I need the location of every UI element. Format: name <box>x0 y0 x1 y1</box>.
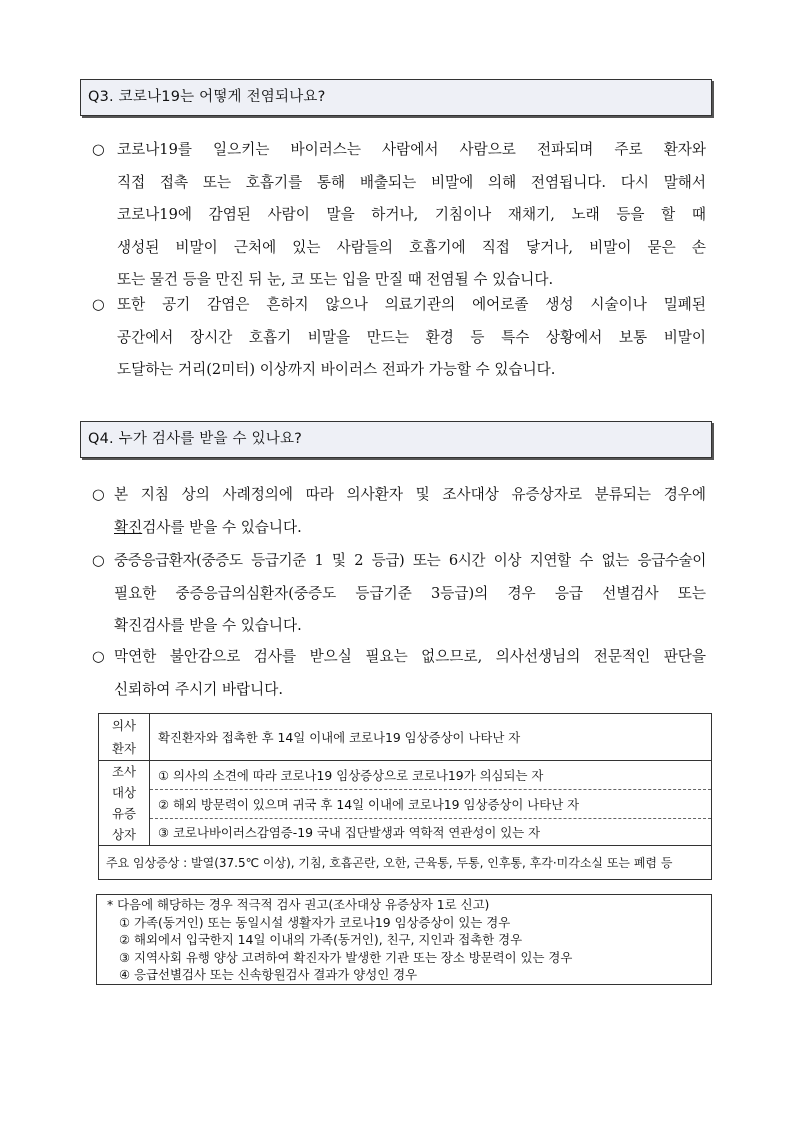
main-symptoms: 주요 임상증상 : 발열(37.5℃ 이상), 기침, 호흡곤란, 오한, 근육통, 두통, 인후통, 후각·미각소실 또는 폐렴 등 <box>99 846 712 880</box>
bullet-circle: ○ <box>92 141 105 158</box>
text-line: 생성된 비말이 근처에 있는 사람들의 호흡기에 직접 닿거나, 비말이 묻은 손 <box>117 238 706 256</box>
note-item: ④ 응급선별검사 또는 신속항원검사 결과가 양성인 경우 <box>119 967 418 982</box>
suspect-patient-label <box>99 714 150 761</box>
bullet-circle: ○ <box>92 486 105 503</box>
text-line: 중증응급환자(중증도 등급기준 1 및 2 등급) 또는 6시간 이상 지연할 수 없는 응급수술이 <box>114 552 706 569</box>
q4-answer-3 <box>92 641 706 706</box>
q4-heading: Q4. 누가 검사를 받을 수 있나요? <box>80 421 712 458</box>
q3-answer-1 <box>92 134 706 297</box>
label-part: 유증 <box>112 806 136 821</box>
bullet-circle: ○ <box>92 552 105 569</box>
testing-recommendation-box <box>96 894 712 985</box>
text-line: 막연한 불안감으로 검사를 받으실 필요는 없으므로, 의사선생님의 전문적인 판단을 <box>114 648 706 665</box>
label-part: 환자 <box>112 741 136 756</box>
table-row <box>99 761 712 790</box>
note-header: * 다음에 해당하는 경우 적극적 검사 권고(조사대상 유증상자 1로 신고) <box>107 897 490 912</box>
text-line: 확진검사를 받을 수 있습니다. <box>114 617 302 635</box>
investigation-subject-label <box>99 761 150 846</box>
underlined-term: 확진 <box>114 518 143 536</box>
text-line: 코로나19에 감염된 사람이 말을 하거나, 기침이나 재채기, 노래 등을 할 때 <box>117 206 706 224</box>
text-fragment: 검사를 받을 수 있습니다. <box>142 518 302 536</box>
investigation-criterion: ② 해외 방문력이 있으며 귀국 후 14일 이내에 코로나19 임상증상이 나타난 자 <box>150 790 712 818</box>
text-line: 공간에서 장시간 호흡기 비말을 만드는 환경 등 특수 상황에서 보통 비말이 <box>117 328 706 346</box>
text-line: 또는 물건 등을 만진 뒤 눈, 코 또는 입을 만질 때 전염될 수 있습니다. <box>117 271 554 289</box>
bullet-circle: ○ <box>92 648 105 665</box>
table-row <box>99 846 712 880</box>
bullet-circle: ○ <box>92 296 105 313</box>
investigation-criterion: ③ 코로나바이러스감염증-19 국내 집단발생과 역학적 연관성이 있는 자 <box>150 818 712 845</box>
case-definition-table <box>98 713 712 880</box>
q3-answer-2 <box>92 289 706 387</box>
label-part: 의사 <box>112 718 136 733</box>
note-item: ① 가족(동거인) 또는 동일시설 생활자가 코로나19 임상증상이 있는 경우 <box>119 914 511 930</box>
q4-answer-2 <box>92 545 706 643</box>
label-part: 상자 <box>112 827 136 842</box>
text-line: 직접 접촉 또는 호흡기를 통해 배출되는 비말에 의해 전염됩니다. 다시 말해서 <box>117 173 706 191</box>
table-row <box>99 790 712 818</box>
text-line: 도달하는 거리(2미터) 이상까지 바이러스 전파가 가능할 수 있습니다. <box>117 361 556 379</box>
label-part: 대상 <box>112 785 136 800</box>
text-line: 또한 공기 감염은 흔하지 않으나 의료기관의 에어로졸 생성 시술이나 밀폐된 <box>117 296 706 313</box>
q3-heading: Q3. 코로나19는 어떻게 전염되나요? <box>80 79 712 116</box>
table-row <box>99 818 712 845</box>
note-item: ③ 지역사회 유행 양상 고려하여 확진자가 발생한 기관 또는 장소 방문력이 있는 경우 <box>119 949 573 965</box>
text-line: 필요한 중증응급의심환자(중증도 등급기준 3등급)의 경우 응급 선별검사 또는 <box>114 584 706 602</box>
note-item: ② 해외에서 입국한지 14일 이내의 가족(동거인), 친구, 지인과 접촉한 경우 <box>119 932 523 947</box>
investigation-criterion: ① 의사의 소견에 따라 코로나19 임상증상으로 코로나19가 의심되는 자 <box>150 761 712 790</box>
text-line: 코로나19를 일으키는 바이러스는 사람에서 사람으로 전파되며 주로 환자와 <box>117 141 706 158</box>
text-line: 신뢰하여 주시기 바랍니다. <box>114 680 283 698</box>
suspect-patient-definition: 확진환자와 접촉한 후 14일 이내에 코로나19 임상증상이 나타난 자 <box>150 714 712 761</box>
text-line: 본 지침 상의 사례정의에 따라 의사환자 및 조사대상 유증상자로 분류되는 경우에 <box>114 486 706 503</box>
text-line <box>114 512 706 545</box>
table-row <box>99 714 712 761</box>
label-part: 조사 <box>112 764 136 779</box>
q4-answer-1 <box>92 479 706 544</box>
